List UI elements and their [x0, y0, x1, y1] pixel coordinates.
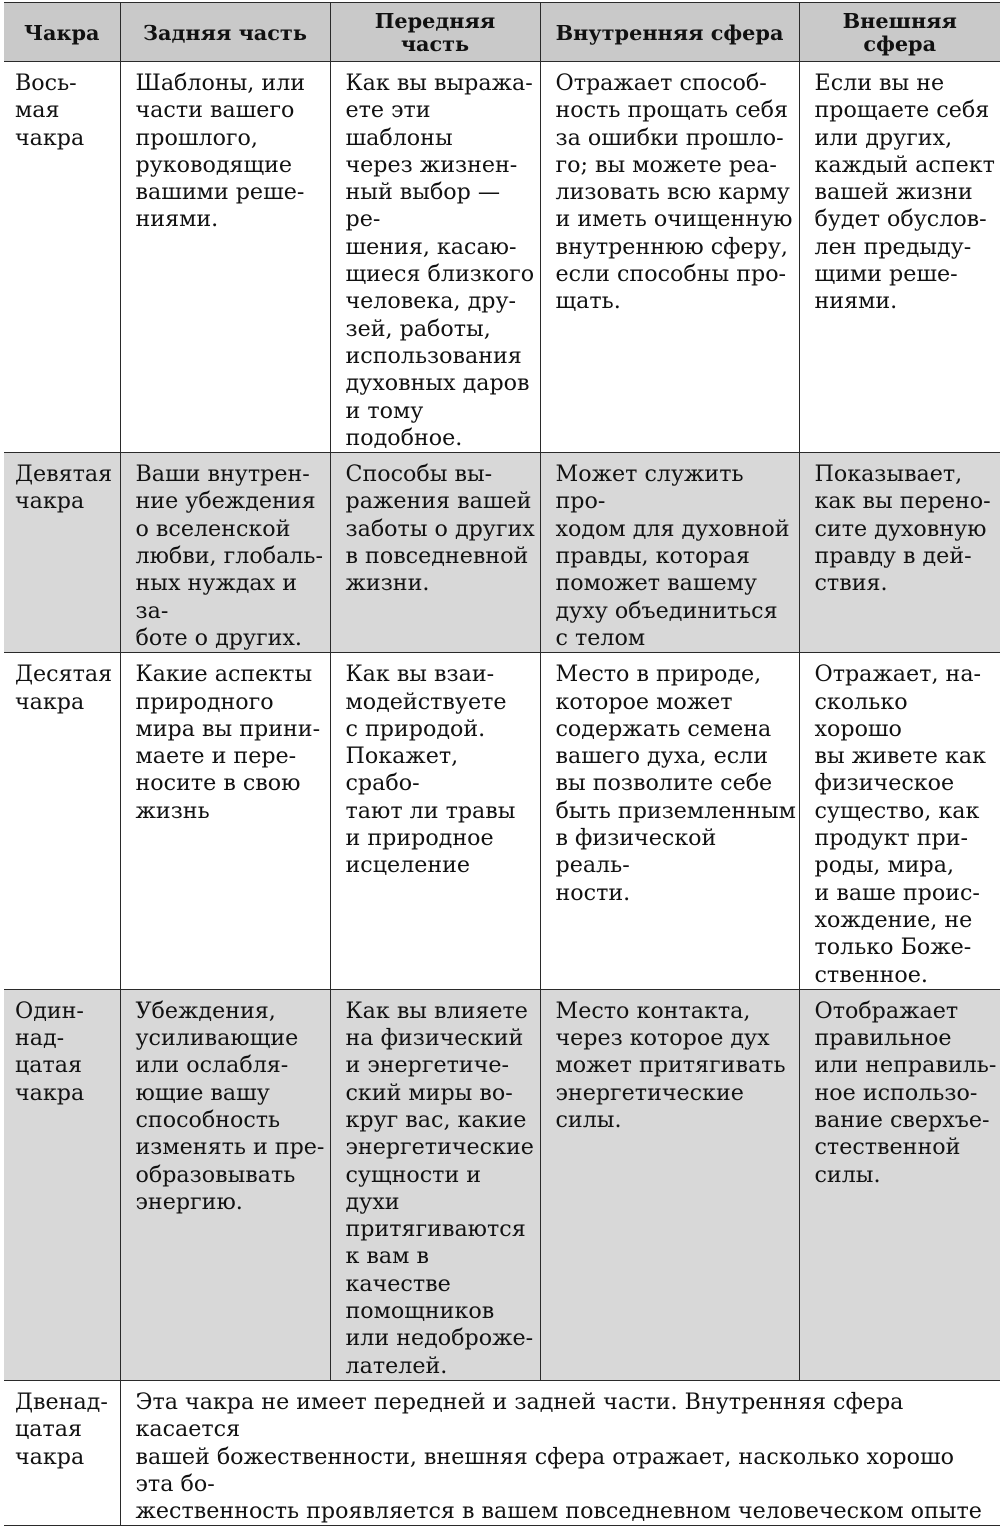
chakra-table: [4, 2, 1000, 1526]
table-row: [4, 453, 1000, 653]
chakra-name-cell: Один- над- цатая чакра: [4, 989, 120, 1380]
merged-description-cell: Эта чакра не имеет передней и задней части. Внутренняя сфера касается вашей божественности, внешняя сфера отражает, насколько хорошо эта бо- жественность проявляется в вашем повседневном человеческом опыте: [120, 1380, 1000, 1525]
header-outer-sphere: Внешняя сфера: [799, 3, 1000, 62]
chakra-name-cell: Двенад- цатая чакра: [4, 1380, 120, 1525]
inner-sphere-cell: Отражает способ- ность прощать себя за ошибки прошло- го; вы можете реа- лизовать всю карму и иметь очищенную внутреннюю сферу, если способны про- щать.: [540, 62, 799, 453]
header-chakra: Чакра: [4, 3, 120, 62]
outer-sphere-cell: Отображает правильное или неправиль- ное использо- вание сверхъе- стественной силы.: [799, 989, 1000, 1380]
inner-sphere-cell: Место в природе, которое может содержать семена вашего духа, если вы позволите себе быть приземленным в физической реаль- ности.: [540, 653, 799, 990]
chakra-name-cell: Вось- мая чакра: [4, 62, 120, 453]
back-part-cell: Убеждения, усиливающие или ослабля- ющие вашу способность изменять и пре- образовывать энергию.: [120, 989, 330, 1380]
outer-sphere-cell: Показывает, как вы перено- сите духовную правду в дей- ствия.: [799, 453, 1000, 653]
front-part-cell: Как вы взаи- модействуете с природой. Покажет, срабо- тают ли травы и природное исцеление: [330, 653, 540, 990]
header-row: [4, 3, 1000, 62]
header-front-part: Передняя часть: [330, 3, 540, 62]
inner-sphere-cell: Может служить про- ходом для духовной правды, которая поможет вашему духу объединиться с телом: [540, 453, 799, 653]
back-part-cell: Какие аспекты природного мира вы прини- маете и пере- носите в свою жизнь: [120, 653, 330, 990]
outer-sphere-cell: Отражает, на- сколько хорошо вы живете как физическое существо, как продукт при- роды, мира, и ваше проис- хождение, не только Боже- ственное.: [799, 653, 1000, 990]
back-part-cell: Ваши внутрен- ние убеждения о вселенской любви, глобаль- ных нуждах и за- боте о других.: [120, 453, 330, 653]
header-inner-sphere: Внутренняя сфера: [540, 3, 799, 62]
inner-sphere-cell: Место контакта, через которое дух может притягивать энергетические силы.: [540, 989, 799, 1380]
table-row-twelfth: [4, 1380, 1000, 1525]
front-part-cell: Способы вы- ражения вашей заботы о других в повседневной жизни.: [330, 453, 540, 653]
chakra-name-cell: Десятая чакра: [4, 653, 120, 990]
table-row: [4, 989, 1000, 1380]
back-part-cell: Шаблоны, или части вашего прошлого, руководящие вашими реше- ниями.: [120, 62, 330, 453]
front-part-cell: Как вы влияете на физический и энергетиче- ский миры во- круг вас, какие энергетические сущности и духи притягиваются к вам в качестве помощников или недоброже- лателей.: [330, 989, 540, 1380]
outer-sphere-cell: Если вы не прощаете себя или других, каждый аспект вашей жизни будет обуслов- лен предыду- щими реше- ниями.: [799, 62, 1000, 453]
front-part-cell: Как вы выража- ете эти шаблоны через жизнен- ный выбор — ре- шения, касаю- щиеся близкого человека, дру- зей, работы, использования духовных даров и тому подобное.: [330, 62, 540, 453]
table-row: [4, 62, 1000, 453]
header-back-part: Задняя часть: [120, 3, 330, 62]
table-row: [4, 653, 1000, 990]
chakra-name-cell: Девятая чакра: [4, 453, 120, 653]
